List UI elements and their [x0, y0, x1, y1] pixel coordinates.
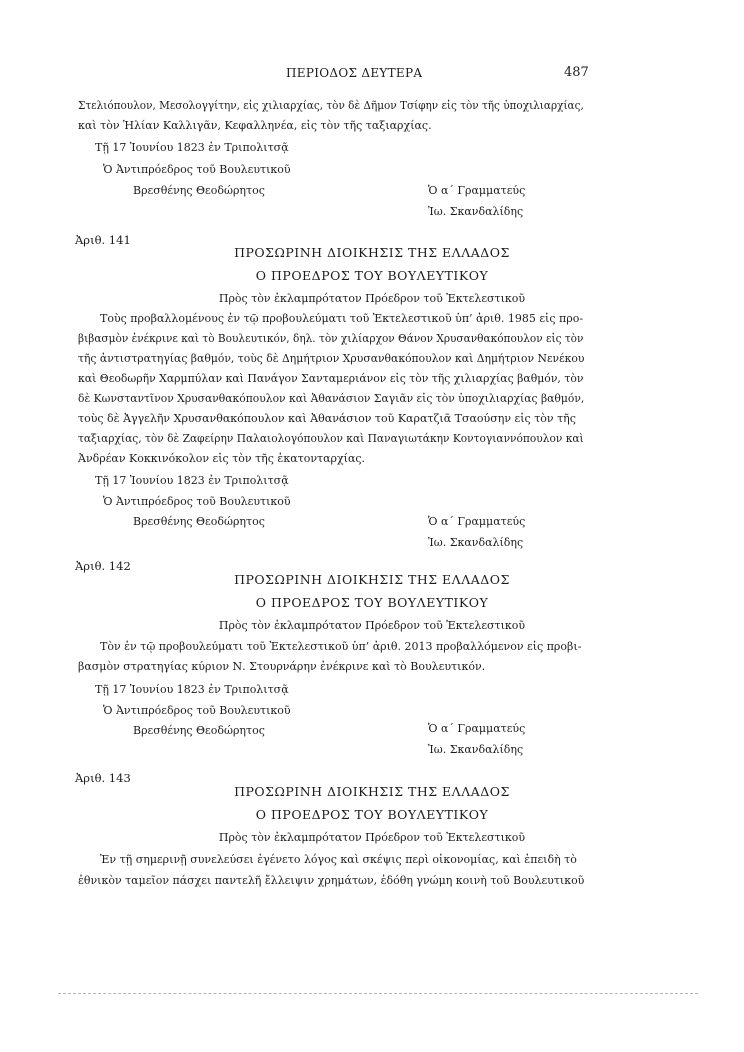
document-line: τοὺς δὲ Ἀγγελῆν Χρυσανθακόπουλον καὶ Ἀθανάσιον τοῦ Καρατζιᾶ Τσαούσην εἰς τὸν τῆς: [78, 412, 576, 425]
document-line: ταξιαρχίας, τὸν δὲ Ζαφείρην Παλαιολογόπουλον καὶ Παναγιωτάκην Κοντογιαννόπουλον καὶ: [78, 432, 584, 445]
secretary-title: Ὁ α΄ Γραμματεύς: [428, 515, 526, 528]
document-number: Ἀριθ. 142: [75, 559, 131, 573]
document-subtitle: Ο ΠΡΟΕΔΡΟΣ ΤΟΥ ΒΟΥΛΕΥΤΙΚΟΥ: [255, 268, 489, 283]
document-title: ΠΡΟΣΩΡΙΝΗ ΔΙΟΙΚΗΣΙΣ ΤΗΣ ΕΛΛΑΔΟΣ: [234, 572, 510, 587]
vp-name: Βρεσθένης Θεοδώρητος: [133, 724, 265, 737]
document-line: δὲ Κωνσταντῖνον Χρυσανθακόπουλον καὶ Ἀθανάσιον Σαγιᾶν εἰς τὸν ὑποχιλιαρχίας βαθμόν,: [78, 392, 585, 405]
intro-line-2: καὶ τὸν Ἠλίαν Καλλιγᾶν, Κεφαλληνέα, εἰς τὸν τῆς ταξιαρχίας.: [78, 119, 432, 132]
document-line: τῆς ἀντιστρατηγίας βαθμόν, τοὺς δὲ Δημήτριον Χρυσανθακόπουλον καὶ Δημήτριον Νενέκου: [78, 352, 585, 365]
document-line: Τὸν ἐν τῷ προβουλεύματι τοῦ Ἐκτελεστικοῦ ὑπ’ ἀριθ. 2013 προβαλλόμενον εἰς προβι-: [100, 640, 582, 653]
intro-vp-title: Ὁ Ἀντιπρόεδρος τοῦ Βουλευτικοῦ: [103, 163, 291, 176]
document-subtitle: Ο ΠΡΟΕΔΡΟΣ ΤΟΥ ΒΟΥΛΕΥΤΙΚΟΥ: [255, 807, 489, 822]
document-number: Ἀριθ. 143: [75, 771, 131, 785]
document-line: Ἀνδρέαν Κοκκινόκολον εἰς τὸν τῆς ἑκατονταρχίας.: [78, 452, 366, 465]
document-addressee: Πρὸς τὸν ἐκλαμπρότατον Πρόεδρον τοῦ Ἐκτελεστικοῦ: [218, 619, 526, 632]
secretary-name: Ἰω. Σκανδαλίδης: [428, 536, 524, 549]
document-line: καὶ Θεοδωρῆν Χαρμπύλαν καὶ Πανάγον Σανταμεριάνον εἰς τὸν τῆς χιλιαρχίας βαθμόν, τὸν: [78, 372, 584, 385]
document-date: Τῇ 17 Ἰουνίου 1823 ἐν Τριπολιτσᾷ: [95, 683, 289, 696]
scan-artifact-divider: [58, 993, 698, 998]
document-addressee: Πρὸς τὸν ἐκλαμπρότατον Πρόεδρον τοῦ Ἐκτελεστικοῦ: [218, 292, 526, 305]
document-subtitle: Ο ΠΡΟΕΔΡΟΣ ΤΟΥ ΒΟΥΛΕΥΤΙΚΟΥ: [255, 595, 489, 610]
document-line: Ἐν τῇ σημερινῇ συνελεύσει ἐγένετο λόγος καὶ σκέψις περὶ οἰκονομίας, καὶ ἐπειδὴ τὸ: [100, 853, 577, 866]
document-number: Ἀριθ. 141: [75, 233, 131, 247]
page-number: 487: [564, 65, 589, 80]
intro-vp-name: Βρεσθένης Θεοδώρητος: [133, 184, 265, 197]
document-title: ΠΡΟΣΩΡΙΝΗ ΔΙΟΙΚΗΣΙΣ ΤΗΣ ΕΛΛΑΔΟΣ: [234, 245, 510, 260]
document-line: βασμὸν στρατηγίας κύριον Ν. Στουρνάρην ἐνέκρινε καὶ τὸ Βουλευτικόν.: [78, 660, 486, 673]
running-header: ΠΕΡΙΟΔΟΣ ΔΕΥΤΕΡΑ: [286, 66, 423, 80]
intro-date: Τῇ 17 Ἰουνίου 1823 ἐν Τριπολιτσᾷ: [95, 141, 289, 154]
document-date: Τῇ 17 Ἰουνίου 1823 ἐν Τριπολιτσᾷ: [95, 474, 289, 487]
intro-sec-title: Ὁ α΄ Γραμματεύς: [428, 184, 526, 197]
vp-title: Ὁ Ἀντιπρόεδρος τοῦ Βουλευτικοῦ: [103, 704, 291, 717]
vp-title: Ὁ Ἀντιπρόεδρος τοῦ Βουλευτικοῦ: [103, 495, 291, 508]
document-title: ΠΡΟΣΩΡΙΝΗ ΔΙΟΙΚΗΣΙΣ ΤΗΣ ΕΛΛΑΔΟΣ: [234, 784, 510, 799]
document-line: βιβασμὸν ἐνέκρινε καὶ τὸ Βουλευτικόν, δηλ. τὸν χιλίαρχον Θάνον Χρυσανθακόπουλον εἰς τὸν: [78, 332, 584, 345]
document-line: ἐθνικὸν ταμεῖον πάσχει παντελῆ ἔλλειψιν χρημάτων, ἐδόθη γνώμη κοινὴ τοῦ Βουλευτικοῦ: [78, 874, 585, 887]
vp-name: Βρεσθένης Θεοδώρητος: [133, 515, 265, 528]
document-addressee: Πρὸς τὸν ἐκλαμπρότατον Πρόεδρον τοῦ Ἐκτελεστικοῦ: [218, 831, 526, 844]
document-line: Τοὺς προβαλλομένους ἐν τῷ προβουλεύματι τοῦ Ἐκτελεστικοῦ ὑπ’ ἀριθ. 1985 εἰς προ-: [100, 312, 584, 325]
intro-sec-name: Ἰω. Σκανδαλίδης: [428, 205, 524, 218]
secretary-title: Ὁ α΄ Γραμματεύς: [428, 722, 526, 735]
intro-line-1: Στελιόπουλον, Μεσολογγίτην, εἰς χιλιαρχίας, τὸν δὲ Δῆμον Τσίφην εἰς τὸν τῆς ὑποχιλιαρχίας,: [78, 99, 584, 112]
secretary-name: Ἰω. Σκανδαλίδης: [428, 743, 524, 756]
